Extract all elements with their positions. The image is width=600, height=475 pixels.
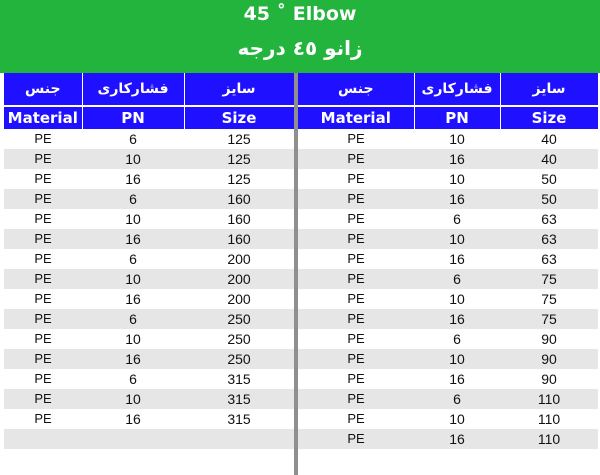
table-row [4, 269, 294, 289]
table-row [298, 369, 598, 389]
size-cell: 63 [500, 209, 598, 229]
material-cell: PE [298, 409, 414, 429]
table-row [4, 249, 294, 269]
size-cell: 160 [184, 229, 294, 249]
material-cell [4, 429, 82, 449]
spec-tables [0, 73, 600, 475]
title-persian: زانو ٤٥ درجه [237, 36, 363, 60]
header-row-english [298, 106, 598, 129]
table-row [4, 209, 294, 229]
pn-cell [82, 429, 184, 449]
header-row-persian [4, 73, 294, 106]
material-cell: PE [4, 309, 82, 329]
pn-cell: 10 [414, 349, 500, 369]
material-header-en: Material [4, 106, 82, 129]
table-row [298, 129, 598, 149]
pn-cell: 16 [82, 289, 184, 309]
material-cell: PE [298, 349, 414, 369]
material-cell: PE [298, 329, 414, 349]
material-cell: PE [4, 129, 82, 149]
material-cell: PE [298, 169, 414, 189]
size-cell: 50 [500, 169, 598, 189]
size-cell: 75 [500, 289, 598, 309]
pn-cell: 10 [82, 149, 184, 169]
right-spec-table [298, 73, 599, 449]
size-cell: 250 [184, 349, 294, 369]
pn-cell: 6 [414, 209, 500, 229]
material-cell: PE [298, 389, 414, 409]
table-row [298, 389, 598, 409]
material-header-en: Material [298, 106, 414, 129]
material-cell: PE [4, 369, 82, 389]
table-row [298, 269, 598, 289]
material-cell: PE [298, 249, 414, 269]
pn-cell: 16 [82, 169, 184, 189]
size-cell: 110 [500, 429, 598, 449]
size-cell: 200 [184, 249, 294, 269]
material-cell: PE [298, 189, 414, 209]
table-row [298, 229, 598, 249]
material-cell: PE [298, 429, 414, 449]
size-cell: 250 [184, 309, 294, 329]
size-cell: 63 [500, 249, 598, 269]
table-row [4, 389, 294, 409]
pn-cell: 10 [414, 129, 500, 149]
right-table-body [298, 129, 598, 449]
size-cell: 90 [500, 349, 598, 369]
pn-cell: 6 [82, 129, 184, 149]
table-row [298, 249, 598, 269]
size-cell: 125 [184, 169, 294, 189]
pn-cell: 10 [82, 389, 184, 409]
table-row [298, 329, 598, 349]
table-row [4, 229, 294, 249]
material-cell: PE [298, 229, 414, 249]
table-row [4, 189, 294, 209]
material-cell: PE [4, 149, 82, 169]
pn-cell: 6 [414, 269, 500, 289]
pn-cell: 16 [414, 429, 500, 449]
pn-header-en: PN [414, 106, 500, 129]
pn-cell: 10 [414, 409, 500, 429]
material-cell: PE [4, 229, 82, 249]
table-row [298, 349, 598, 369]
size-cell: 40 [500, 149, 598, 169]
material-header-fa: جنس [4, 73, 82, 106]
size-header-en: Size [184, 106, 294, 129]
table-row [4, 169, 294, 189]
material-cell: PE [4, 349, 82, 369]
pn-cell: 6 [82, 309, 184, 329]
table-row [298, 209, 598, 229]
pn-cell: 6 [414, 329, 500, 349]
size-cell: 125 [184, 149, 294, 169]
table-row [4, 149, 294, 169]
title-english: 45 ˚ Elbow [243, 3, 357, 25]
size-header-en: Size [500, 106, 598, 129]
size-cell: 160 [184, 209, 294, 229]
pn-cell: 16 [414, 249, 500, 269]
size-cell: 63 [500, 229, 598, 249]
pn-cell: 10 [414, 289, 500, 309]
material-cell: PE [4, 189, 82, 209]
left-table-body [4, 129, 294, 449]
pn-cell: 16 [414, 309, 500, 329]
table-row [298, 169, 598, 189]
size-cell: 160 [184, 189, 294, 209]
size-header-fa: سایز [184, 73, 294, 106]
material-cell: PE [4, 389, 82, 409]
table-row [4, 129, 294, 149]
table-row [4, 429, 294, 449]
size-cell: 90 [500, 369, 598, 389]
table-row [4, 289, 294, 309]
table-row [298, 409, 598, 429]
pn-cell: 10 [82, 269, 184, 289]
header-row-english [4, 106, 294, 129]
material-cell: PE [4, 329, 82, 349]
table-row [298, 289, 598, 309]
material-cell: PE [4, 249, 82, 269]
size-cell: 250 [184, 329, 294, 349]
size-cell: 125 [184, 129, 294, 149]
size-cell: 40 [500, 129, 598, 149]
table-row [4, 409, 294, 429]
size-cell: 75 [500, 269, 598, 289]
material-header-fa: جنس [298, 73, 414, 106]
pn-cell: 16 [414, 189, 500, 209]
size-cell: 200 [184, 269, 294, 289]
pn-cell: 10 [82, 209, 184, 229]
table-row [4, 309, 294, 329]
pn-header-fa: فشارکاری [414, 73, 500, 106]
material-cell: PE [298, 309, 414, 329]
table-row [298, 309, 598, 329]
pn-cell: 10 [82, 329, 184, 349]
material-cell: PE [4, 169, 82, 189]
material-cell: PE [4, 269, 82, 289]
material-cell: PE [298, 129, 414, 149]
material-cell: PE [298, 149, 414, 169]
pn-cell: 6 [82, 249, 184, 269]
table-row [4, 369, 294, 389]
pn-cell: 16 [414, 149, 500, 169]
size-cell: 75 [500, 309, 598, 329]
size-cell: 50 [500, 189, 598, 209]
material-cell: PE [298, 369, 414, 389]
material-cell: PE [4, 209, 82, 229]
pn-cell: 16 [82, 349, 184, 369]
size-cell: 200 [184, 289, 294, 309]
pn-cell: 16 [414, 369, 500, 389]
table-row [4, 349, 294, 369]
size-cell: 110 [500, 409, 598, 429]
material-cell: PE [4, 409, 82, 429]
table-row [298, 189, 598, 209]
pn-cell: 10 [414, 229, 500, 249]
size-header-fa: سایز [500, 73, 598, 106]
pn-cell: 6 [82, 369, 184, 389]
size-cell [184, 429, 294, 449]
pn-cell: 16 [82, 229, 184, 249]
pn-cell: 6 [414, 389, 500, 409]
table-row [298, 149, 598, 169]
table-row [4, 329, 294, 349]
pn-cell: 6 [82, 189, 184, 209]
size-cell: 110 [500, 389, 598, 409]
size-cell: 315 [184, 409, 294, 429]
material-cell: PE [298, 269, 414, 289]
size-cell: 315 [184, 389, 294, 409]
header-row-persian [298, 73, 598, 106]
material-cell: PE [4, 289, 82, 309]
pn-header-fa: فشارکاری [82, 73, 184, 106]
left-spec-table [4, 73, 295, 449]
size-cell: 315 [184, 369, 294, 389]
pn-cell: 10 [414, 169, 500, 189]
table-row [298, 429, 598, 449]
pn-cell: 16 [82, 409, 184, 429]
material-cell: PE [298, 209, 414, 229]
title-banner [0, 0, 600, 73]
pn-header-en: PN [82, 106, 184, 129]
material-cell: PE [298, 289, 414, 309]
size-cell: 90 [500, 329, 598, 349]
